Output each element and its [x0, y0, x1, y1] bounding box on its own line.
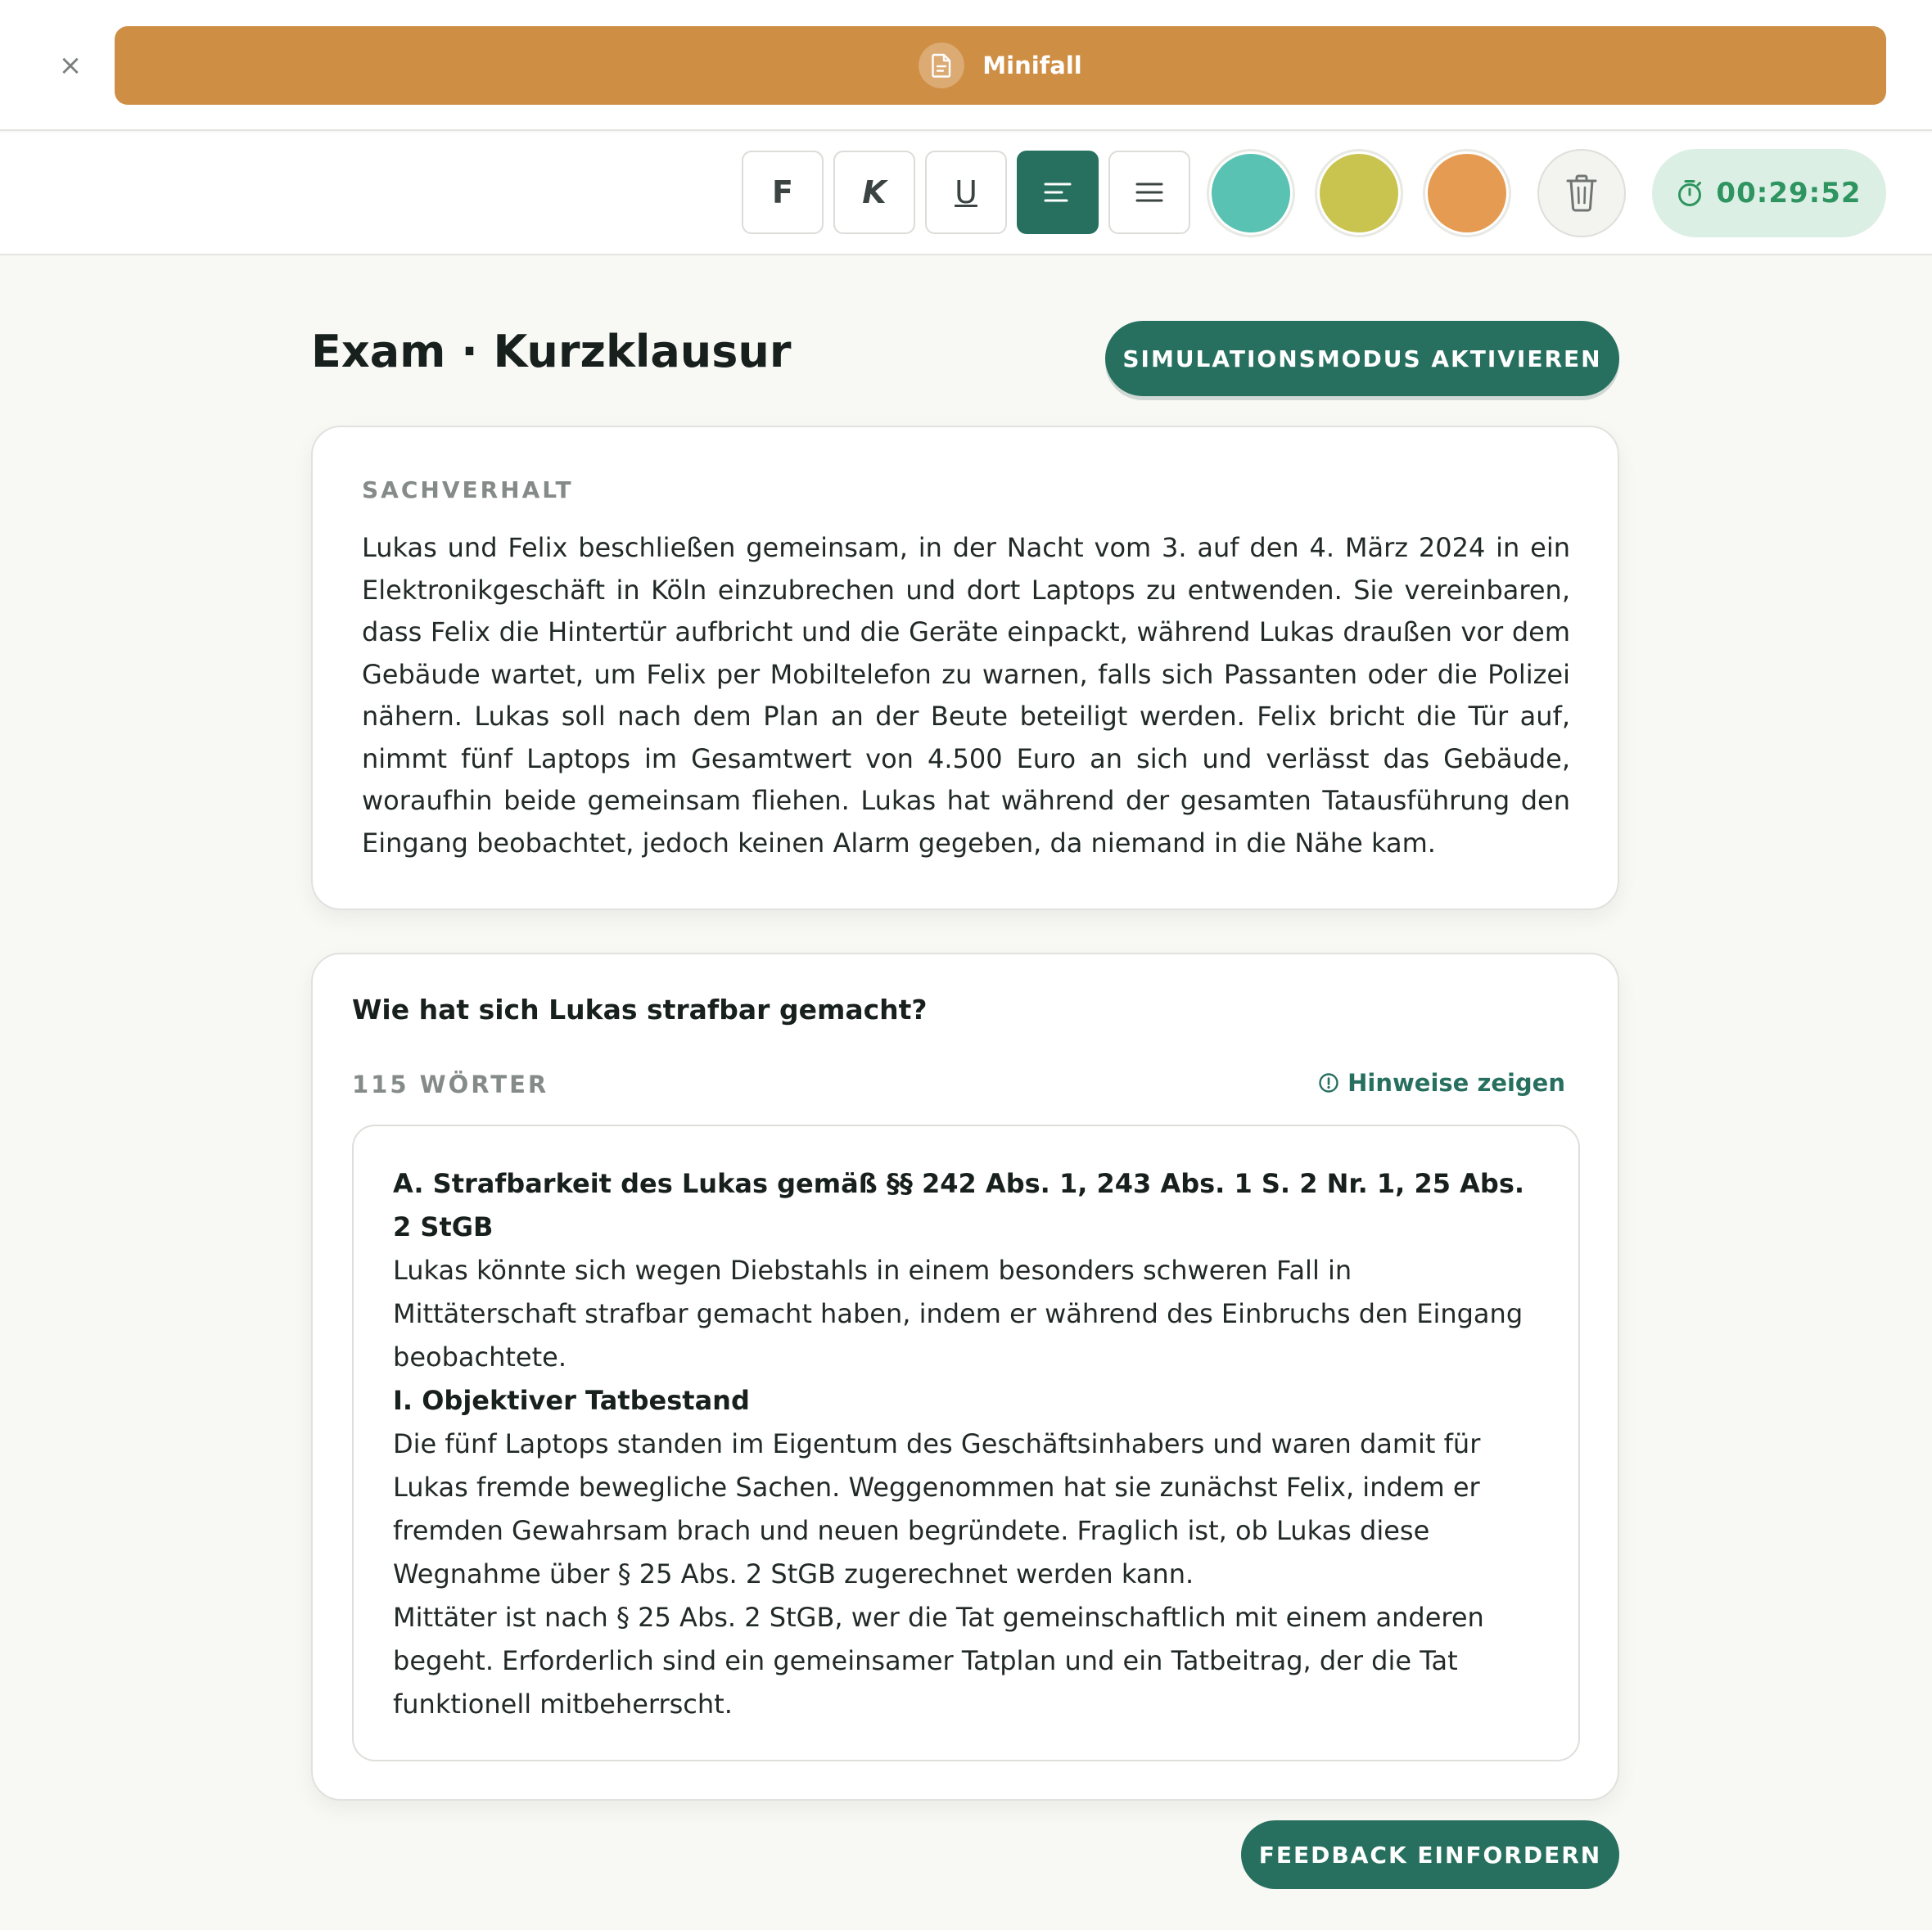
- underline-label: U: [955, 174, 977, 210]
- facts-label: SACHVERHALT: [362, 476, 574, 503]
- answer-content[interactable]: [393, 1162, 1539, 1726]
- answer-paragraph: Lukas könnte sich wegen Diebstahls in einem besonders schweren Fall in Mittäterschaft strafbar gemacht haben, indem er während des Einbruchs den Eingang beobachtete.: [393, 1255, 1523, 1373]
- document-icon: [919, 43, 964, 88]
- simulation-mode-button[interactable]: SIMULATIONSMODUS AKTIVIEREN: [1105, 321, 1619, 396]
- answer-heading: I. Objektiver Tatbestand: [393, 1385, 750, 1416]
- banner-title: Minifall: [982, 52, 1082, 79]
- underline-button[interactable]: [925, 151, 1007, 234]
- highlight-color-orange[interactable]: [1423, 149, 1511, 237]
- italic-button[interactable]: [833, 151, 915, 234]
- highlight-color-teal[interactable]: [1207, 149, 1295, 237]
- clear-highlight-button[interactable]: [1537, 149, 1626, 237]
- answer-paragraph: Mittäter ist nach § 25 Abs. 2 StGB, wer die Tat gemeinschaftlich mit einem anderen begeht. Erforderlich sind ein gemeinsamer Tatplan und ein Tatbeitrag, der die Tat funktionell mitbeherrscht.: [393, 1602, 1484, 1720]
- close-icon: ×: [58, 49, 83, 82]
- show-hints-link[interactable]: [1318, 1069, 1565, 1097]
- timer-badge: [1652, 149, 1886, 237]
- color-dot: [1212, 154, 1290, 232]
- info-icon: [1318, 1072, 1339, 1094]
- case-type-banner: [115, 26, 1886, 105]
- bold-button[interactable]: [742, 151, 824, 234]
- highlight-color-yellow[interactable]: [1315, 149, 1403, 237]
- request-feedback-button[interactable]: FEEDBACK EINFORDERN: [1241, 1820, 1619, 1889]
- top-bar: [0, 0, 1932, 131]
- answer-heading: A. Strafbarkeit des Lukas gemäß §§ 242 Abs. 1, 243 Abs. 1 S. 2 Nr. 1, 25 Abs. 2 StGB: [393, 1168, 1525, 1242]
- word-count: 115 WÖRTER: [352, 1071, 549, 1098]
- align-left-icon: [1044, 182, 1072, 203]
- trash-icon: [1565, 174, 1598, 212]
- facts-text: Lukas und Felix beschließen gemeinsam, in der Nacht vom 3. auf den 4. März 2024 in ein Elektronikgeschäft in Köln einzubrechen und dort Laptops zu entwenden. Sie vereinbaren, dass Felix die Hintertür aufbricht und die Geräte einpackt, während Lukas draußen vor dem Gebäude wartet, um Felix per Mobiltelefon zu warnen, falls sich Passanten oder die Polizei nähern. Lukas soll nach dem Plan an der Beute beteiligt werden. Felix bricht die Tür auf, nimmt fünf Laptops im Gesamtwert von 4.500 Euro an sich und verlässt das Gebäude, woraufhin beide gemeinsam fliehen. Lukas hat während der gesamten Tatausführung den Eingang beobachtet, jedoch keinen Alarm gegeben, da niemand in die Nähe kam.: [362, 532, 1570, 859]
- stopwatch-icon: [1677, 179, 1703, 207]
- bold-label: F: [772, 174, 793, 210]
- formatting-toolbar: [0, 133, 1932, 255]
- question-text: Wie hat sich Lukas strafbar gemacht?: [352, 994, 928, 1026]
- answer-paragraph: Die fünf Laptops standen im Eigentum des Geschäftsinhabers und waren damit für Lukas fremde bewegliche Sachen. Weggenommen hat sie zunächst Felix, indem er fremden Gewahrsam brach und neuen begründete. Fraglich ist, ob Lukas diese Wegnahme über § 25 Abs. 2 StGB zugerechnet werden kann.: [393, 1428, 1481, 1590]
- show-hints-label: Hinweise zeigen: [1347, 1069, 1565, 1097]
- align-justify-icon: [1135, 182, 1163, 203]
- facts-card: [311, 426, 1619, 910]
- color-dot: [1320, 154, 1398, 232]
- justify-button[interactable]: [1108, 151, 1190, 234]
- question-card: [311, 953, 1619, 1801]
- italic-label: K: [862, 174, 887, 210]
- timer-value: 00:29:52: [1716, 177, 1862, 210]
- page-title: Exam · Kurzklausur: [311, 326, 792, 377]
- close-button[interactable]: [51, 46, 90, 85]
- answer-editor[interactable]: [352, 1125, 1580, 1761]
- align-left-button[interactable]: [1017, 151, 1099, 234]
- color-dot: [1428, 154, 1506, 232]
